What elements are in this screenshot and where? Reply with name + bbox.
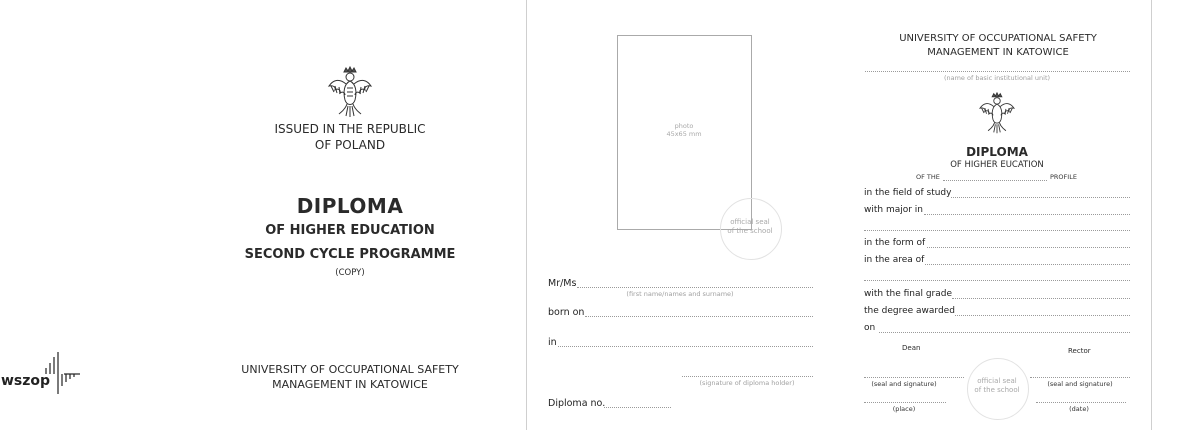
right-subtitle: OF HIGHER EUCATION	[950, 160, 1044, 170]
issued-in-line1: ISSUED IN THE REPUBLIC	[274, 122, 426, 136]
form-label: in the form of	[864, 238, 926, 248]
field-of-study-dotted-line	[951, 197, 1130, 198]
profile-label: PROFILE	[1050, 173, 1077, 181]
unit-dotted-line	[865, 71, 1130, 72]
right-university-line2: MANAGEMENT IN KATOWICE	[927, 47, 1069, 58]
photo-label: photo	[674, 122, 694, 130]
rector-seal-signature-caption: (seal and signature)	[1047, 380, 1113, 388]
right-seal-line1: official seal	[977, 377, 1017, 385]
final-grade-label: with the final grade	[864, 289, 953, 299]
dean-signature-dotted-line	[864, 377, 964, 378]
wszop-logo-text: wszop	[1, 373, 51, 389]
rector-label: Rector	[1068, 347, 1091, 355]
diploma-no-dotted-line	[604, 407, 671, 408]
right-university-line1: UNIVERSITY OF OCCUPATIONAL SAFETY	[899, 33, 1097, 44]
in-dotted-line	[558, 346, 813, 347]
area-dotted-line-2	[864, 280, 1130, 281]
degree-label: the degree awarded	[864, 306, 955, 316]
dean-seal-signature-caption: (seal and signature)	[871, 380, 937, 388]
major-dotted-line	[924, 214, 1130, 215]
dean-label: Dean	[902, 344, 921, 352]
middle-seal-line2: of the school	[727, 227, 773, 235]
place-dotted-line	[864, 402, 946, 403]
copy-note: (COPY)	[335, 268, 365, 278]
photo-size-label: 45x65 mm	[666, 130, 702, 138]
place-caption: (place)	[892, 405, 916, 413]
rector-signature-dotted-line	[1030, 377, 1130, 378]
form-dotted-line	[927, 247, 1130, 248]
left-page-divider	[526, 0, 527, 430]
cover-subtitle1: OF HIGHER EDUCATION	[265, 223, 435, 238]
date-caption: (date)	[1069, 405, 1089, 413]
issued-in-line2: OF POLAND	[314, 138, 386, 152]
cover-university-line2: MANAGEMENT IN KATOWICE	[272, 378, 428, 391]
eagle-emblem-icon	[327, 66, 373, 118]
field-of-study-label: in the field of study	[864, 188, 952, 198]
born-on-label: born on	[548, 307, 585, 318]
right-seal-line2: of the school	[974, 386, 1020, 394]
profile-dotted-line	[943, 180, 1047, 181]
on-label: on	[864, 323, 876, 333]
signature-caption: (signature of diploma holder)	[699, 379, 795, 387]
cover-university-line1: UNIVERSITY OF OCCUPATIONAL SAFETY	[241, 363, 459, 376]
cover-subtitle2: SECOND CYCLE PROGRAMME	[244, 247, 456, 262]
right-title: DIPLOMA	[966, 145, 1028, 159]
name-dotted-line	[577, 287, 813, 288]
area-dotted-line	[925, 264, 1130, 265]
of-the-label: OF THE	[916, 173, 940, 181]
unit-caption: (name of basic institutional unit)	[943, 74, 1051, 82]
major-label: with major in	[864, 205, 924, 215]
mr-ms-label: Mr/Ms	[548, 278, 577, 289]
on-dotted-line	[879, 332, 1130, 333]
cover-title: DIPLOMA	[296, 194, 404, 218]
middle-seal-line1: official seal	[730, 218, 770, 226]
right-page-divider	[1151, 0, 1152, 430]
major-dotted-line-2	[864, 230, 1130, 231]
born-on-dotted-line	[585, 316, 813, 317]
date-dotted-line	[1036, 402, 1126, 403]
right-eagle-emblem-icon	[978, 92, 1016, 134]
diploma-no-label: Diploma no.	[548, 398, 606, 409]
in-label: in	[548, 337, 557, 348]
final-grade-dotted-line	[952, 298, 1130, 299]
area-label: in the area of	[864, 255, 925, 265]
degree-dotted-line	[955, 315, 1130, 316]
name-caption: (first name/names and surname)	[626, 290, 734, 298]
signature-dotted-line	[682, 376, 813, 377]
wszop-logo	[0, 352, 82, 396]
